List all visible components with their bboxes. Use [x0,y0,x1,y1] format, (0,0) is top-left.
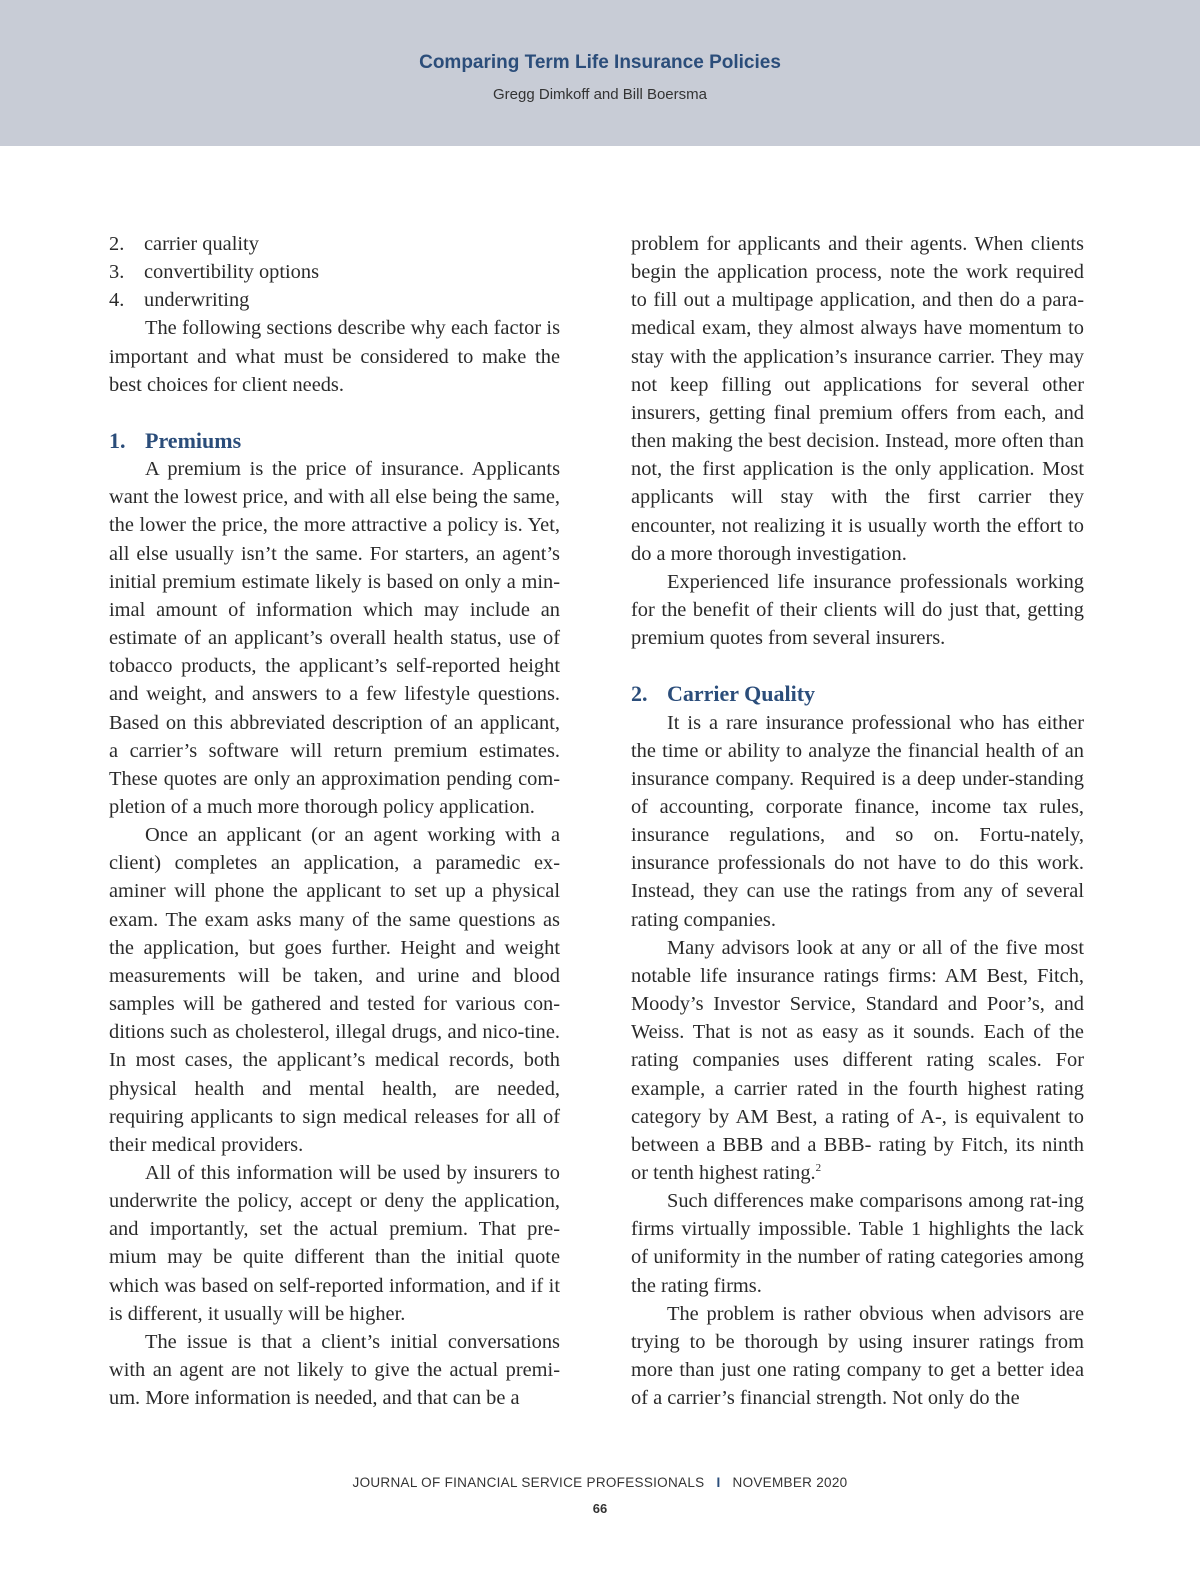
list-item [109,230,560,258]
left-column [109,230,560,1412]
body-paragraph: The problem is rather obvious when advisors are trying to be thorough by using insurer ratings from more than just one rating company to get a better idea of a carrier’s financial strength. Not only do the [631,1302,1084,1410]
page-number: 66 [592,1501,608,1516]
article-title: Comparing Term Life Insurance Policies [419,52,781,73]
section-heading-carrier-quality [631,680,1084,708]
body-paragraph: Experienced life insurance professionals working for the benefit of their clients will do just that, getting premium quotes from several insurers. [631,570,1084,650]
footer-separator: I [716,1475,721,1490]
list-text: carrier quality [144,233,259,255]
list-number: 3. [109,261,125,284]
journal-name: JOURNAL OF FINANCIAL SERVICE PROFESSIONALS [352,1475,705,1490]
header-band [0,0,1200,146]
continuation-paragraph: problem for applicants and their agents. When clients begin the application process, note the work required to fill out a multipage application, and then do a para-medical exam, they almost always have momentum to stay with the application’s insurance carrier. They may not keep filling out applications for several other insurers, getting final premium offers from each, and then making the best decision. Instead, more often than not, the first application is the only application. Most applicants will stay with the first carrier they encounter, not realizing it is usually worth the effort to do a more thorough investigation. [631,233,1084,565]
list-item [109,258,560,286]
body-paragraph: The issue is that a client’s initial conversations with an agent are not likely to give the actual premi-um. More information is needed, and that can be a [109,1330,560,1410]
paragraph-text: Many advisors look at any or all of the five most notable life insurance ratings firms: AM Best, Fitch, Moody’s Investor Service, Standard and Poor’s, and Weiss. That is not as easy as it sounds. Each of the rating companies uses different rating scales. For example, a carrier rated in the fourth highest rating category by AM Best, a rating of A-, is equivalent to between a BBB and a BBB- rating by Fitch, its ninth or tenth highest rating. [631,936,1084,1184]
footnote-marker[interactable]: 2 [815,1162,822,1175]
body-paragraph: All of this information will be used by insurers to underwrite the policy, accept or deny the application, and importantly, set the actual premium. That pre-mium may be quite different than the initial quote which was based on self-reported information, and if it is different, it usually will be higher. [109,1162,560,1325]
section-number: 1. [109,427,126,453]
body-paragraph: It is a rare insurance professional who has either the time or ability to analyze the financial health of an insurance company. Required is a deep under-standing of accounting, corporate finance, income tax rules, insurance regulations, and so on. Fortu-nately, insurance professionals do not have to do this work. Instead, they can use the ratings from any of several rating companies. [631,711,1084,931]
section-title: Carrier Quality [667,681,816,707]
section-heading-premiums [109,427,560,455]
list-item [109,286,560,314]
right-column [631,230,1084,1412]
body-paragraph [631,934,1084,1187]
issue-date: NOVEMBER 2020 [732,1475,848,1490]
body-paragraph: Such differences make comparisons among rat-ing firms virtually impossible. Table 1 highlights the lack of uniformity in the number of rating categories among the rating firms. [631,1190,1084,1297]
body-paragraph: Once an applicant (or an agent working with a client) completes an application, a paramedic ex-aminer will phone the applicant to set up a physical exam. The exam asks many of the same questions as the application, but goes further. Height and weight measurements will be taken, and urine and blood samples will be gathered and tested for various con-ditions such as cholesterol, illegal drugs, and nico-tine. In most cases, the applicant’s medical records, both physical health and mental health, are needed, requiring applicants to sign medical releases for all of their medical providers. [109,824,560,1156]
list-number: 4. [109,289,125,312]
body-paragraph: A premium is the price of insurance. Applicants want the lowest price, and with all else being the same, the lower the price, the more attractive a policy is. Yet, all else usually isn’t the same. For starters, an agent’s initial premium estimate likely is based on only a min-imal amount of information which may include an estimate of an applicant’s overall health status, use of tobacco products, the applicant’s self-reported height and weight, and answers to a few lifestyle questions. Based on this abbreviated description of an applicant, a carrier’s software will return premium estimates. These quotes are only an approximation pending com-pletion of a much more thorough policy application. [109,458,560,818]
section-number: 2. [631,681,648,707]
list-text: underwriting [144,289,250,312]
list-text: convertibility options [144,261,320,284]
list-number: 2. [109,233,125,255]
intro-paragraph: The following sections describe why each factor is important and what must be considered to make the best choices for client needs. [109,317,560,396]
article-authors: Gregg Dimkoff and Bill Boersma [493,86,707,103]
section-title: Premiums [145,427,242,453]
footer-journal-line [0,1475,1200,1490]
